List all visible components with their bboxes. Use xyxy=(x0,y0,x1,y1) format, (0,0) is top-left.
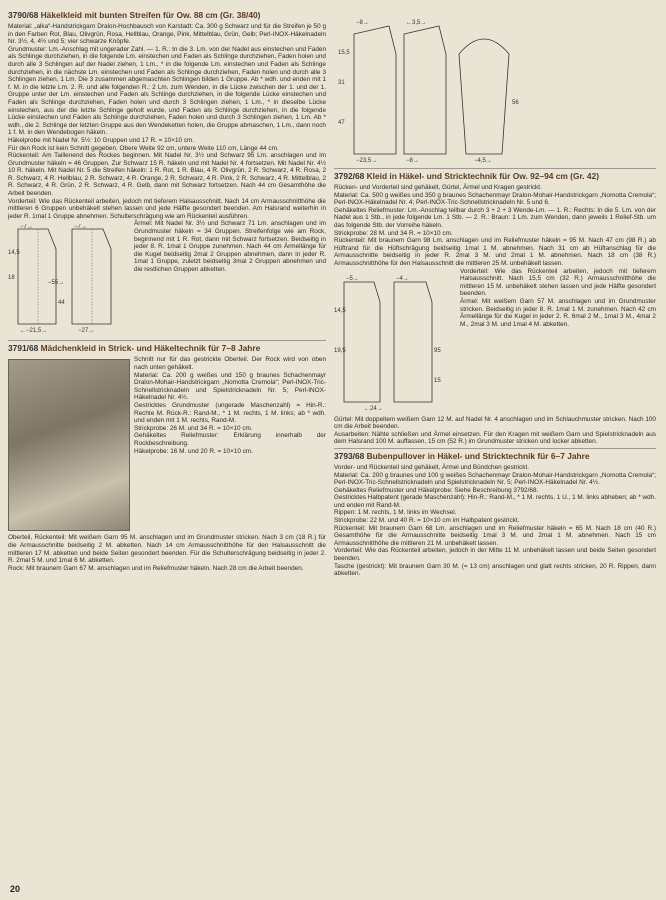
article-paragraph: Vorderteil: Wie das Rückenteil arbeiten, jedoch mit tieferem Halsausschnitt. Nach 15,5 cm (32 R.) Armausschnitthöhe die mittleren 15 M. unbehäkelt stehen lassen und jede Hälfte gesondert beenden. xyxy=(460,267,656,298)
article-paragraph: Tasche (gestrickt): Mit braunem Garn 30 M. (= 13 cm) anschlagen und glatt rechts stricken, 20 R. Rippen, dann abketten. xyxy=(334,562,656,578)
dim-label: 14,5 xyxy=(8,250,20,257)
dim-label: 47 xyxy=(338,120,345,126)
article-paragraph: Häkelprobe: 16 M. und 20 R. = 10×10 cm. xyxy=(134,447,254,455)
dim-label: 44 xyxy=(58,300,65,307)
article-heading xyxy=(8,10,326,20)
article-paragraph: Gehäkeltes Reliefmuster: Erklärung innerhalb der Rockbeschreibung. xyxy=(134,432,326,447)
pattern-with-text xyxy=(8,220,326,338)
photo-with-text xyxy=(8,356,326,534)
dim-label: ←−21,5→ xyxy=(20,328,48,335)
dim-label: −5→ xyxy=(346,275,359,282)
article-paragraph: Oberteil, Rückenteil: Mit weißem Garn 95 M. anschlagen und im Grundmuster stricken. Nach 3 cm (18 R.) für die Armausschnitte beidseitig 2 M. abketten. Nach 14 cm Armausschnitthöhe für den Halsausschnitt die mittleren 17 M. abketten und beide Seiten gesondert beenden. Für die Schulterschrägung beidseitig in jeder 2. R. 2mal 5 M. und 1mal 6 M. abketten. xyxy=(8,534,326,565)
article-paragraph: Ausarbeiten: Nähte schließen und Ärmel einsetzen. Für den Kragen mit weißem Garn und Spielstricknadeln aus dem Halsrand 100 M. auffassen, 15 cm (52 R.) im Grundmuster stricken und locker abketten. xyxy=(334,430,656,446)
pattern-with-text xyxy=(334,268,656,416)
dim-label: 14,5 xyxy=(334,307,346,314)
dim-label: −4→ xyxy=(396,275,409,282)
article-paragraph: Vorder- und Rückenteil sind gehäkelt, Ärmel und Bündchen gestrickt. xyxy=(334,463,530,471)
article-title: Kleid in Häkel- und Stricktechnik für Ow. 92–94 cm (Gr. 42) xyxy=(366,171,600,181)
article-paragraph: Strickprobe: 28 M. und 34 R. = 10×10 cm. xyxy=(334,229,453,237)
dress-pattern-diagram xyxy=(8,224,128,334)
article-paragraph: Rock: Mit braunem Garn 67 M. anschlagen und im Reliefmuster häkeln. Nach 28 cm die Arbeit beenden. xyxy=(8,564,304,572)
article-number: 3792/68 xyxy=(334,171,365,181)
article-paragraph: Material: Ca. 500 g weißes und 350 g braunes Schachenmayr Dralon-Mohair-Handstrickgarn „Nomotta Cremola“; Perl-INOX-Häkelnadel Nr. 4; Perl-INOX-Tric-Schnellstricknadeln Nr. 5 und 6. xyxy=(334,191,656,207)
article-paragraph: Vorderteil: Wie das Rückenteil arbeiten, jedoch mit tieferem Halsausschnitt. Nach 14 cm Armausschnitthöhe die mittleren 6 Gruppen unbehäkelt stehen lassen und jede Hälfte gesondert beenden. Am Halsrand weiterhin in jeder R. 1mal 1 Gruppe abnehmen. Schulterschrägung wie am Rückenteil ausführen. xyxy=(8,197,326,220)
article-paragraph: Häkelprobe mit Nadel Nr. 5½: 10 Gruppen und 17 R. = 10×10 cm. xyxy=(8,136,195,144)
dim-label: 56 xyxy=(512,100,519,106)
article-paragraph: Material: Ca. 200 g braunes und 100 g weißes Schachenmayr Dralon-Mohair-Handstrickgarn „Nomotta Cremola“; Perl-INOX-Tric-Schnellstricknadeln und Spielstricknadeln Nr. 5; Perl-INOX-Häkelnadel Nr. 4½. xyxy=(334,471,656,487)
article-paragraph: Für den Rock ist kein Schnitt gegeben. Obere Weite 92 cm, untere Weite 110 cm, Länge 44 cm. xyxy=(8,144,279,152)
dim-label: 95 xyxy=(434,347,441,354)
article-heading xyxy=(8,340,326,353)
dim-label: −4,5→ xyxy=(474,158,492,164)
article-paragraph: Strickprobe: 26 M. und 34 R. = 10×10 cm. xyxy=(134,424,253,432)
article-paragraph: Material: Ca. 200 g weißes und 150 g braunes Schachenmayr Dralon-Mohair-Handstrickgarn „Nomotta Cremola“; Perl-INOX-Tric-Schnellstricknadeln und Spielstricknadeln Nr. 5; Perl-INOX-Häkelnadel Nr. 4½. xyxy=(134,371,326,402)
article-paragraph: Strickprobe: 22 M. und 40 R. = 10×10 cm im Halbpatent gestrickt. xyxy=(334,517,520,525)
dim-label: ←24→ xyxy=(364,405,383,412)
dim-label: 19,5 xyxy=(334,347,346,354)
right-column xyxy=(334,10,656,880)
article-paragraph: Gehäkeltes Reliefmuster und Häkelprobe: Siehe Beschreibung 3792/68. xyxy=(334,486,539,494)
dim-label: −55→ xyxy=(48,280,65,287)
article-paragraph: Rückenteil: Am Taillenend des Rockes beginnen. Mit Nadel Nr. 3½ und Schwarz 95 Lm. anschlagen und im Grundmuster häkeln = 46 Gruppen. Zur Schwarz 15 R. häkeln und mit Nadel Nr. 4 fortsetzen. Mit Nadel Nr. 4½ 10 R. häkeln. Mit Nadel Nr. 5 die Streifen häkeln: 1 R. Rot, 1 R. Blau, 4 R. Olivgrün, 2 R. Schwarz, 4 R. Rosa, 2 R. Schwarz, 4 R. Hellblau, 2 R. Schwarz, 4 R. Orange, 2 R. Schwarz, 4 R. Pink, 2 R. Schwarz, 4 R. Mittelblau, 2 R. Schwarz, 4 R. Grün, 2 R. Schwarz, 4 R. Gelb, dann mit Schwarz fortsetzen. Nach 44 cm Gesamthöhe die Arbeit beenden. xyxy=(8,152,326,198)
article-title: Bubenpullover in Häkel- und Stricktechnik für 6–7 Jahre xyxy=(366,450,590,461)
article-number: 3793/68 xyxy=(334,450,365,461)
article-paragraph: Gürtel: Mit doppeltem weißem Garn 12 M. auf Nadel Nr. 4 anschlagen und im Schlauchmuster stricken. Nach 100 cm die Arbeit beenden. xyxy=(334,415,656,431)
dim-label: −7→ xyxy=(74,224,87,231)
dim-label: −8→ xyxy=(406,158,419,164)
article-paragraph: Grundmuster: Lm.-Anschlag mit ungerader Zahl. — 1. R.: In die 3. Lm. von der Nadel aus einstechen und Faden als Schlinge durchziehen, in die folgende Lm. einstechen und Faden als Schlinge durchziehen, Faden holen und durch alle 3 Schlingen auf der Nadel ziehen, 1 Lm., * in die folgende Lm. einstechen und Faden als Schlinge durchziehen, in die nächste Lm. einstechen und Faden als Schlinge durchziehen, Faden holen und durch alle 3 Schlingen ziehen, 1 Lm. Die 3 zusammen abgemaschten Schlingen bilden 1 Gruppe. Ab * wdh. und enden mit 1 f. M. in die letzte Lm. 2. R. und alle folgenden R.: 2 Lm. zum Wenden, in die Lücke zwischen der 1. und der 1. Gruppe unter der Lm. einstechen und Faden als Schlinge durchziehen, in die folgende Lücke einstechen und Faden als Schlinge durchziehen, Faden holen und durch 3 Schlingen ziehen, 1 Lm., * in dieselbe Lücke einstechen, aus der die letzte Schlinge geholt wurde, und Faden als Schlinge durchziehen, in die folgende Lücke einstechen und Faden als Schlinge durchziehen, Faden holen und durch 3 Schlingen ziehen, 1 Lm. Ab * wdh., die 2. Schlinge der letzten Gruppe aus den Wendeketten holen, die Gruppe abmaschen, 1 Lm., dann noch 1 f. M. in den Wendebogen häkeln. xyxy=(8,45,326,137)
article-paragraph: Rücken- und Vorderteil sind gehäkelt, Gürtel, Ärmel und Kragen gestrickt. xyxy=(334,184,542,191)
dim-label: −7→ xyxy=(20,224,33,231)
page-number: 20 xyxy=(10,884,21,894)
article-paragraph: Material: „alka“-Handstrickgarn Dralon-Hochbausch von Karstadt: Ca. 300 g Schwarz und für die Streifen je 50 g in den Farben Rot, Blau, Olivgrün, Rosa, Hellblau, Orange, Pink, Mittelblau, Grün, Gelb; Perl-INOX-Häkelnadeln Nr. 3½, 4, 4½ und 5; vier schwarze Knöpfe. xyxy=(8,23,326,46)
dim-label: 15,5 xyxy=(338,50,350,56)
article-paragraph: Ärmel: Mit Nadel Nr. 3½ und Schwarz 71 Lm. anschlagen und im Grundmuster häkeln = 34 Gruppen. Streifenfolge wie am Rock, beginnend mit 1 R. Rot, dann mit Schwarz fortsetzen. Beidseitig in jeder 8. R. 1mal 1 Gruppe zunehmen. Nach 44 cm Ärmellänge für die Kugel beidseitig 2mal 2 Gruppen abnehmen, dann in jeder R. 1mal 1 Gruppe, zuletzt beidseitig 3mal 2 Gruppen abnehmen und die restlichen Gruppen abketten. xyxy=(134,220,326,273)
article-paragraph: Gestricktes Grundmuster (ungerade Maschenzahl) = Hin-R.: Rechte M. Rück-R.: Rand-M., * 1 M. rechts, 1 M. links; ab * wdh. und enden mit 1 M. rechts, Rand-M. xyxy=(134,402,326,425)
article-paragraph: Gehäkeltes Reliefmuster: Lm.-Anschlag teilbar durch 3 + 2 + 3 Wende-Lm. — 1. R.: Rechts: In die 5. Lm. von der Nadel aus 1 Stb., in jede folgende Lm. 1 Stb. — 2. R.: Braun: 1 Lm. zum Wenden, dann jeweils 1 Relief-Stb. um das folgende Stb. der Vorreihe häkeln. xyxy=(334,206,656,229)
girl-dress-photo xyxy=(8,359,130,531)
article-heading xyxy=(334,448,656,461)
article-paragraph: Ärmel: Mit weißem Garn 57 M. anschlagen und im Grundmuster stricken. Beidseitig in jeder 8. R. 1mal 1 M. zunehmen. Nach 42 cm Ärmellänge für die Kugel in jeder 2. R. 6mal 2 M., 1mal 3 M., 4mal 2 M., 2mal 3 M. und 1mal 4 M. abketten. xyxy=(460,297,656,328)
dim-label: 18 xyxy=(8,275,15,282)
article-number: 3791/68 xyxy=(8,343,39,354)
article-paragraph: Gestricktes Halbpatent (gerade Maschenzahl): Hin-R.: Rand-M., * 1 M. rechts, 1 U., 1 M. links abheben; ab * wdh. und enden mit Rand-M. xyxy=(334,494,656,509)
pullover-pattern-diagram xyxy=(334,272,454,412)
dim-label: −23,5→ xyxy=(356,158,378,164)
article-paragraph: Vorderteil: Wie das Rückenteil arbeiten, jedoch in der Mitte 11 M. unbehäkelt lassen und beide Seiten gesondert beenden. xyxy=(334,547,656,563)
dim-label: 15 xyxy=(434,377,441,384)
article-paragraph: Rückenteil: Mit braunem Garn 68 Lm. anschlagen und im Reliefmuster häkeln = 65 M. Nach 18 cm (40 R.) Gesamthöhe für die Armausschnitte beidseitig 1mal 3 M. und 2mal 1 M. abnehmen. Nach 15 cm Armausschnitthöhe die mittleren 21 M. unbehäkelt lassen. xyxy=(334,524,656,547)
dim-label: 31 xyxy=(338,80,345,86)
dim-label: ←3,5→ xyxy=(406,20,427,26)
article-paragraph: Rippen: 1 M. rechts, 1 M. links im Wechsel. xyxy=(334,509,457,517)
article-heading xyxy=(334,168,656,181)
left-column xyxy=(8,10,326,880)
dim-label: −8→ xyxy=(356,20,369,26)
kleid-pattern-diagram xyxy=(334,14,656,164)
article-paragraph: Schnitt nur für das gestrickte Oberteil. Der Rock wird von oben nach unten gehäkelt. xyxy=(134,356,326,372)
article-paragraph: Rückenteil: Mit braunem Garn 98 Lm. anschlagen und im Reliefmuster häkeln = 95 M. Nach 47 cm (98 R.) ab Hüftrand für die Hüftschrägung beidseitig 1mal 1 M. abnehmen. Nach 31 cm ab Hüftanschlag für die Armausschnitte beidseitig in jeder R. 2mal 3 M. und 2mal 1 M. abnehmen. Nach 18 cm (38 R.) Armausschnitthöhe für den Halsausschnitt die mittleren 25 M. unbehäkelt lassen. xyxy=(334,237,656,267)
dim-label: −27→ xyxy=(78,328,95,335)
article-number: 3790/68 xyxy=(8,10,39,20)
article-title: Mädchenkleid in Strick- und Häkeltechnik für 7–8 Jahre xyxy=(40,343,261,354)
article-title: Häkelkleid mit bunten Streifen für Ow. 88 cm (Gr. 38/40) xyxy=(40,10,261,20)
